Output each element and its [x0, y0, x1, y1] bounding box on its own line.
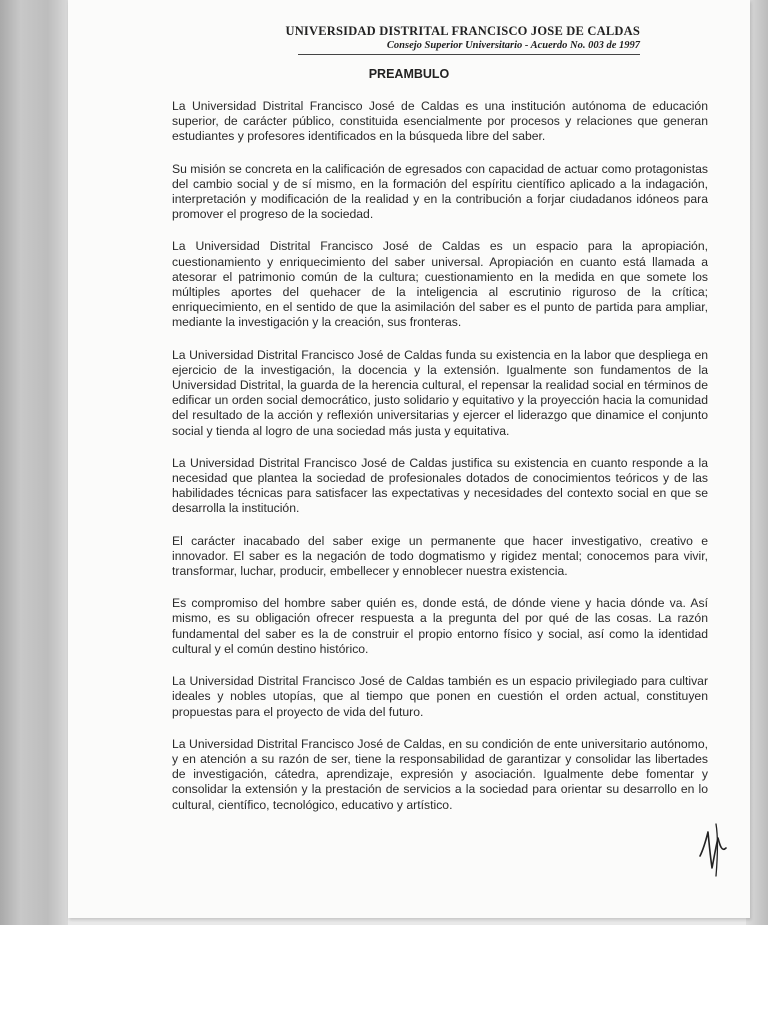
- paragraph: La Universidad Distrital Francisco José de Caldas es una institución autónoma de educación superior, de carácter público, constituida esencialmente por procesos y relaciones que generan estudiantes y profesores identificados en la búsqueda libre del saber.: [172, 99, 708, 144]
- institution-name: UNIVERSIDAD DISTRITAL FRANCISCO JOSE DE CALDAS: [285, 24, 640, 38]
- paragraph: La Universidad Distrital Francisco José de Caldas justifica su existencia en cuanto responde a la necesidad que plantea la sociedad de profesionales dotados de conocimientos teóricos y de las habilidades técnicas para satisfacer las expectativas y necesidades del contexto social en que se desarrolla la institución.: [172, 455, 708, 516]
- page-title: PREAMBULO: [368, 67, 450, 81]
- document-page: [68, 0, 750, 918]
- paragraph: La Universidad Distrital Francisco José de Caldas es un espacio para la apropiación, cuestionamiento y enriquecimiento del saber universal. Apropiación en cuanto está llamada a atesorar el patrimonio común de la cultura; cuestionamiento en la medida en que somete los múltiples aportes del quehacer de la inteligencia al escrutinio riguroso de la crítica; enriquecimiento, en el sentido de que la asimilación del saber es el punto de partida para ampliar, mediante la investigación y la creación, sus fronteras.: [172, 239, 708, 330]
- paragraph: Es compromiso del hombre saber quién es, donde está, de dónde viene y hacia dónde va. Así mismo, es su obligación ofrecer respuesta a la pregunta del por qué de las cosas. La razón fundamental del saber es la de construir el propio entorno físico y social, así como la identidad cultural y el común destino histórico.: [172, 596, 708, 656]
- document-body: [172, 99, 708, 830]
- header-divider: [298, 54, 640, 55]
- agreement-reference: Consejo Superior Universitario - Acuerdo No. 003 de 1997: [386, 40, 640, 51]
- paragraph: La Universidad Distrital Francisco José de Caldas también es un espacio privilegiado para cultivar ideales y nobles utopías, que al tiempo que ponen en cuestión el orden actual, constituyen propuestas para el proyecto de vida del futuro.: [172, 674, 708, 719]
- paragraph: El carácter inacabado del saber exige un permanente que hacer investigativo, creativo e innovador. El saber es la negación de todo dogmatismo y rigidez mental; conocemos para vivir, transformar, luchar, producir, embellecer y ennoblecer nuestra existencia.: [172, 533, 708, 579]
- paragraph: La Universidad Distrital Francisco José de Caldas, en su condición de ente universitario autónomo, y en atención a su razón de ser, tiene la responsabilidad de garantizar y consolidar las libertades de investigación, cátedra, aprendizaje, expresión y asociación. Igualmente debe fomentar y consolidar la extensión y la prestación de servicios a la sociedad para orientar su desarrollo en lo cultural, científico, tecnológico, educativo y artístico.: [172, 736, 708, 812]
- bottom-blank-area: [0, 925, 768, 1024]
- page-header: [285, 24, 640, 51]
- scan-left-edge: [0, 0, 68, 925]
- paragraph: Su misión se concreta en la calificación de egresados con capacidad de actuar como protagonistas del cambio social y de sí mismo, en la formación del espíritu científico aplicado a la indagación, interpretación y modificación de la realidad y en la contribución a forjar ciudadanos idóneos para promover el progreso de la sociedad.: [172, 161, 708, 222]
- signature-mark: [696, 818, 730, 880]
- paragraph: La Universidad Distrital Francisco José de Caldas funda su existencia en la labor que despliega en ejercicio de la investigación, la docencia y la extensión. Igualmente son fundamentos de la Universidad Distrital, la guarda de la herencia cultural, el repensar la realidad social en términos de edificar un orden social democrático, justo solidario y equitativo y la proyección hacia la comunidad del resultado de la acción y reflexión universitarias y ejercer el liderazgo que dinamice el conjunto social y tienda al logro de una sociedad más justa y equitativa.: [172, 347, 708, 438]
